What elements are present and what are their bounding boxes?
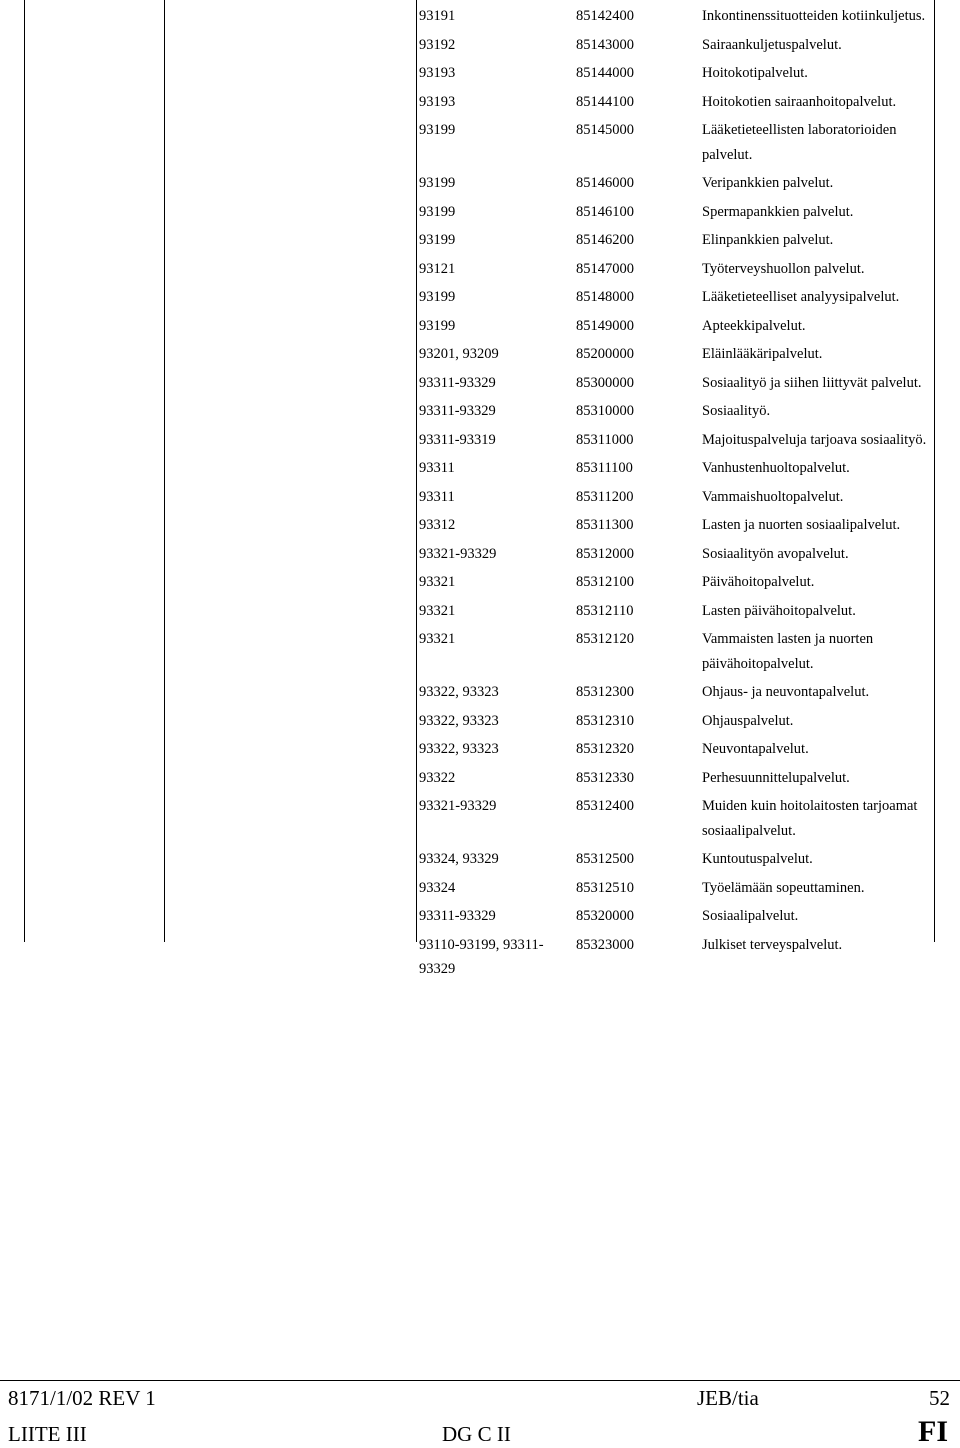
table-divider [164,0,165,942]
annex-label: LIITE III [8,1422,87,1446]
cpv-code: 85143000 [576,36,634,53]
nace-code: 93322, 93323 [419,684,499,700]
nace-code: 93199 [419,175,456,191]
service-description: Inkontinenssituotteiden kotiinkuljetus. [702,8,926,24]
cpv-code: 85146100 [576,203,634,220]
table-row [416,224,936,253]
service-description: Lääketieteellisten laboratorioiden palvelut. [702,122,897,163]
service-description: Ohjauspalvelut. [702,712,794,729]
service-description: Hoitokotipalvelut. [702,65,808,81]
table-row [416,57,936,86]
service-description: Päivähoitopalvelut. [702,574,815,590]
nace-code: 93193 [419,93,456,110]
table-row [416,872,936,901]
table-row [416,196,936,225]
nace-code: 93311-93329 [419,403,496,419]
cpv-code: 85145000 [576,122,634,138]
cpv-code: 85312320 [576,741,634,757]
table-row [416,900,936,929]
nace-code: 93192 [419,36,456,53]
nace-code: 93321-93329 [419,798,497,814]
table-row [416,762,936,791]
table-row [416,733,936,762]
service-description: Spermapankkien palvelut. [702,203,854,220]
nace-code: 93321-93329 [419,545,497,562]
nace-code: 93324 [419,879,456,896]
table-row [416,29,936,58]
nace-code: 93311-93319 [419,431,496,448]
table-row [416,114,936,167]
table-row [416,0,936,29]
table-row [416,310,936,339]
nace-code: 93311 [419,488,455,505]
cpv-code: 85312300 [576,684,634,700]
service-description: Sosiaalityö ja siihen liittyvät palvelut. [702,374,922,391]
service-description: Sosiaalipalvelut. [702,908,799,924]
service-description: Vammaishuoltopalvelut. [702,488,844,505]
nace-code: 93199 [419,203,456,220]
table-border-left [24,0,25,942]
table-row [416,509,936,538]
table-row [416,538,936,567]
table-row [416,790,936,843]
cpv-code: 85146000 [576,175,634,191]
nace-code: 93322, 93323 [419,712,499,729]
cpv-code: 85311300 [576,517,634,533]
cpv-code: 85320000 [576,908,634,924]
cpv-code: 85323000 [576,936,634,953]
table-row [416,86,936,115]
directorate-label: DG C II [442,1422,511,1446]
service-description: Kuntoutuspalvelut. [702,851,813,867]
nace-code: 93321 [419,574,456,590]
service-description: Neuvontapalvelut. [702,741,809,757]
service-description: Työelämään sopeuttaminen. [702,879,865,896]
service-description: Perhesuunnittelupalvelut. [702,769,850,786]
table-row [416,623,936,676]
nace-code: 93110-93199, 93311-93329 [419,936,544,977]
table-row [416,338,936,367]
service-description: Vanhustenhuoltopalvelut. [702,460,850,476]
service-description: Hoitokotien sairaanhoitopalvelut. [702,93,897,110]
nace-code: 93199 [419,289,456,305]
service-description: Majoituspalveluja tarjoava sosiaalityö. [702,431,927,448]
cpv-code: 85312400 [576,798,634,814]
service-description: Vammaisten lasten ja nuorten päivähoitopalvelut. [702,631,874,672]
service-description: Lasten päivähoitopalvelut. [702,602,856,619]
nace-code: 93191 [419,8,456,24]
table-row [416,253,936,282]
table-row [416,705,936,734]
author-initials: JEB/tia [697,1386,759,1410]
nace-code: 93311-93329 [419,374,496,391]
nace-code: 93121 [419,260,456,277]
nace-code: 93199 [419,317,456,334]
nace-code: 93311-93329 [419,908,496,924]
cpv-code: 85311200 [576,488,634,505]
cpv-code: 85312310 [576,712,634,729]
nace-code: 93311 [419,460,455,476]
cpv-code: 85312500 [576,851,634,867]
nace-code: 93199 [419,122,456,138]
cpv-code: 85144000 [576,65,634,81]
cpv-code: 85312510 [576,879,634,896]
table-row [416,424,936,453]
cpv-code: 85312000 [576,545,634,562]
table-row [416,566,936,595]
service-description: Lääketieteelliset analyysipalvelut. [702,289,900,305]
service-description: Veripankkien palvelut. [702,175,834,191]
cpv-code: 85142400 [576,8,634,24]
cpv-code: 85311000 [576,431,634,448]
table-row [416,395,936,424]
cpv-code: 85144100 [576,93,634,110]
table-row [416,843,936,872]
language-code: FI [918,1415,948,1448]
nace-code: 93324, 93329 [419,851,499,867]
table-row [416,452,936,481]
service-description: Ohjaus- ja neuvontapalvelut. [702,684,870,700]
cpv-code: 85300000 [576,374,634,391]
table-row [416,481,936,510]
service-description: Sosiaalityön avopalvelut. [702,545,849,562]
service-description: Muiden kuin hoitolaitosten tarjoamat sosiaalipalvelut. [702,798,918,839]
cpv-code: 85200000 [576,346,634,362]
service-description: Lasten ja nuorten sosiaalipalvelut. [702,517,901,533]
cpv-code: 85149000 [576,317,634,334]
cpv-code: 85310000 [576,403,634,419]
cpv-code: 85312100 [576,574,634,590]
nace-code: 93321 [419,602,456,619]
table-row [416,281,936,310]
cpv-code: 85311100 [576,460,633,476]
nace-code: 93201, 93209 [419,346,499,362]
table-row [416,167,936,196]
cpv-code: 85312120 [576,631,634,647]
service-description: Sosiaalityö. [702,403,771,419]
cpv-code: 85312330 [576,769,634,786]
service-description: Julkiset terveyspalvelut. [702,936,843,953]
code-table [416,0,936,982]
table-row [416,676,936,705]
nace-code: 93321 [419,631,456,647]
nace-code: 93199 [419,232,456,248]
service-description: Eläinlääkäripalvelut. [702,346,823,362]
service-description: Työterveyshuollon palvelut. [702,260,865,277]
page-number: 52 [929,1386,950,1410]
footer-rule [0,1380,960,1381]
service-description: Elinpankkien palvelut. [702,232,834,248]
nace-code: 93193 [419,65,456,81]
nace-code: 93322 [419,769,456,786]
nace-code: 93322, 93323 [419,741,499,757]
service-description: Apteekkipalvelut. [702,317,806,334]
cpv-code: 85146200 [576,232,634,248]
table-row [416,595,936,624]
cpv-code: 85148000 [576,289,634,305]
cpv-code: 85147000 [576,260,634,277]
table-row [416,929,936,982]
document-reference: 8171/1/02 REV 1 [8,1386,156,1410]
cpv-code: 85312110 [576,602,634,619]
service-description: Sairaankuljetuspalvelut. [702,36,842,53]
nace-code: 93312 [419,517,456,533]
table-row [416,367,936,396]
